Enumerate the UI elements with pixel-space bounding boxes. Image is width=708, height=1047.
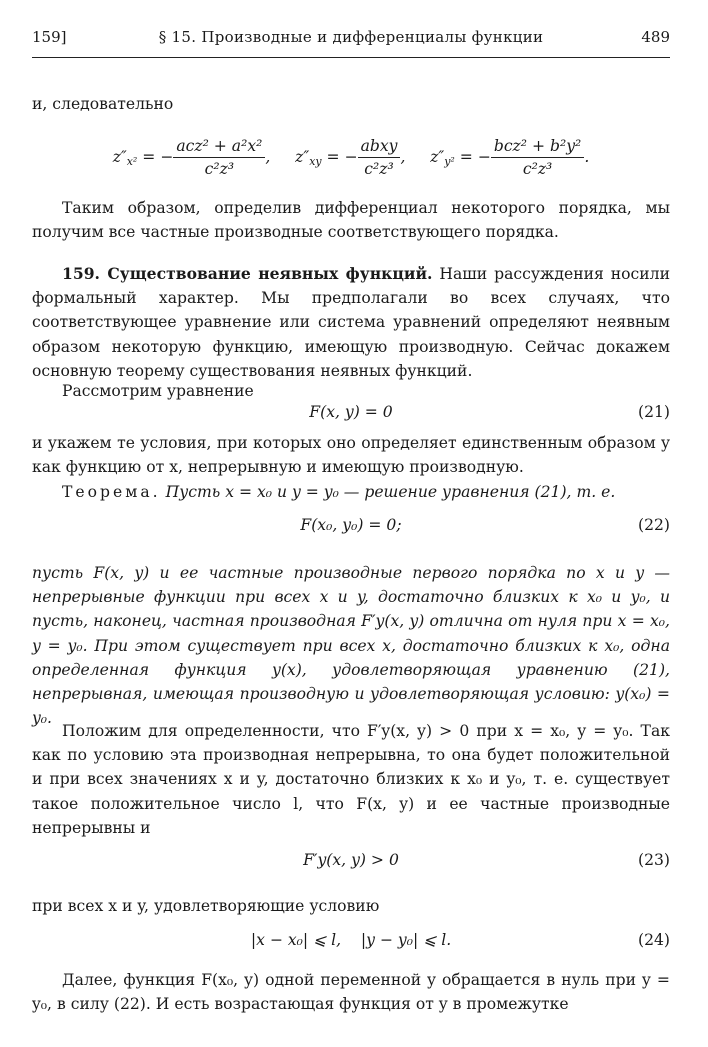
section-title: 159. Существование неявных функций. (62, 264, 433, 283)
equation-21-number: (21) (637, 403, 670, 421)
header-section-number: 159] (32, 28, 67, 46)
equation-22 (32, 516, 670, 546)
equation-23 (32, 851, 670, 881)
zxy-term: $z''_{xy}$ = − $\frac{\text{abxy}}{\text{c²z³}}$ , (295, 137, 411, 178)
zyy-term: $z''_{y^2}$ = − $\frac{\text{bcz² + b²y²}}{\text{c²z³}}$ . (430, 137, 590, 178)
equation-22-number: (22) (637, 516, 670, 534)
equation-23-number: (23) (637, 851, 670, 869)
theorem-text: Пусть x = x₀ и y = y₀ — решение уравнения (21), т. е. (165, 483, 616, 501)
equation-22-math: F(x₀, y₀) = 0; (300, 516, 402, 534)
running-header (32, 28, 670, 50)
intro-text: и, следовательно (32, 95, 174, 113)
theorem-body: пусть F(x, y) и ее частные производные первого порядка по x и y — непрерывные функции при всех x и y, достаточно близких к x₀ и y₀, и пусть, наконец, частная производная F′y(x, y) отлична от нуля при x = x₀, y = y₀. При этом существует при всех x, достаточно близких к x₀, одна определенная функция y(x), удовлетворяющая уравнению (21), непрерывная, имеющая производную и удовлетворяющая условию: y(x₀) = y₀. (32, 564, 670, 728)
intro-line (32, 92, 670, 116)
page-number: 489 (641, 28, 670, 46)
equation-23-math: F′y(x, y) > 0 (303, 851, 399, 869)
theorem-label: Теорема. (62, 483, 161, 501)
section-text: Наши рассуждения носили формальный характер. Мы предполагали во всех случаях, что соответствующее уравнение или система уравнений определяют неявным образом некоторую функцию, имеющую производную. Сейчас докажем основную теорему существования неявных функций. (32, 265, 670, 380)
section-159 (32, 262, 670, 383)
consider-line: Рассмотрим уравнение (62, 382, 254, 400)
further-paragraph: Далее, функция F(x₀, y) одной переменной y обращается в нуль при y = y₀, в силу (22). И есть возрастающая функция от y в промежутке (32, 971, 670, 1014)
after-21-paragraph: и укажем те условия, при которых оно определяет единственным образом y как функцию от x, непрерывную и имеющую производную. (32, 434, 670, 477)
header-title: § 15. Производные и дифференциалы функции (158, 28, 544, 46)
zxx-term: $z''_{x^2}$ = − $\frac{\text{acz² + a²x²}}{\text{c²z³}}$ , (112, 137, 276, 178)
equation-24-math: |x − x₀| ⩽ l, |y − y₀| ⩽ l. (250, 931, 452, 949)
conclusion-paragraph: Таким образом, определив дифференциал некоторого порядка, мы получим все частные производные соответствующего порядка. (32, 199, 670, 242)
equation-24-number: (24) (637, 931, 670, 949)
equation-21 (32, 403, 670, 433)
after-23-line: при всех x и y, удовлетворяющие условию (32, 897, 380, 915)
proof-paragraph: Положим для определенности, что F′y(x, y) > 0 при x = x₀, y = y₀. Так как по условию эта производная непрерывна, то она будет положительной и при всех значениях x и y, достаточно близких к x₀ и y₀, т. е. существует такое положительное число l, что F(x, y) и ее частные производные непрерывны и (32, 722, 670, 837)
header-rule (32, 57, 670, 58)
theorem-statement (32, 480, 670, 504)
formula-second-derivatives (32, 137, 670, 187)
equation-24 (32, 931, 670, 961)
equation-21-math: F(x, y) = 0 (309, 403, 393, 421)
